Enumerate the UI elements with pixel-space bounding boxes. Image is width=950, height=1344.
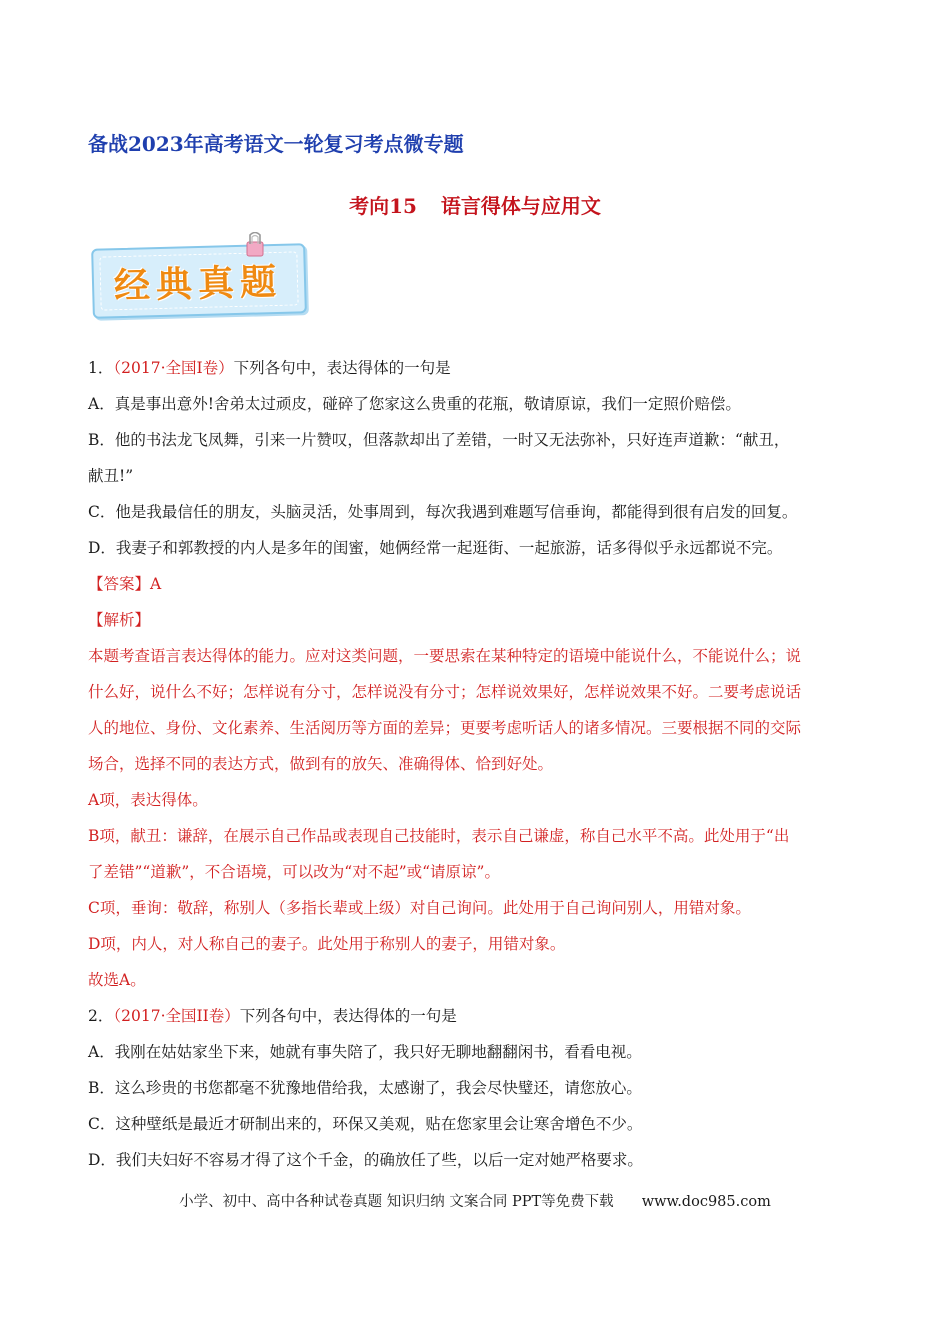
q2-number: 2．	[88, 1007, 114, 1025]
q1-option-d: D．我妻子和郭教授的内人是多年的闺蜜，她俩经常一起逛街、一起旅游，话多得似乎永远都说不完。	[88, 539, 783, 557]
topic-name: 语言得体与应用文	[440, 194, 601, 218]
answer-value: A	[150, 575, 162, 593]
q2-stem: 下列各句中，表达得体的一句是	[239, 1007, 457, 1025]
page-footer	[0, 1190, 950, 1211]
q1-option-a: A．真是事出意外!舍弟太过顽皮，碰碎了您家这么贵重的花瓶，敬请原谅，我们一定照价赔偿。	[88, 395, 741, 413]
q1-number: 1．	[88, 359, 114, 377]
analysis-label: 【解析】	[88, 611, 151, 629]
document-body	[88, 350, 860, 1178]
q2-option-b: B．这么珍贵的书您都毫不犹豫地借给我，太感谢了，我会尽快璧还，请您放心。	[88, 1079, 642, 1097]
analysis-line-1: 本题考查语言表达得体的能力。应对这类问题，一要思索在某种特定的语境中能说什么，不能说什么；说	[88, 647, 802, 665]
analysis-item-d: D项，内人，对人称自己的妻子。此处用于称别人的妻子，用错对象。	[88, 935, 566, 953]
footer-url[interactable]: www.doc985.com	[641, 1194, 771, 1210]
q1-answer	[88, 566, 860, 602]
q2-option-c: C．这种壁纸是最近才研制出来的，环保又美观，贴在您家里会让寒舍增色不少。	[88, 1115, 643, 1133]
q2-option-a: A．我刚在姑姑家坐下来，她就有事失陪了，我只好无聊地翻翻闲书，看看电视。	[88, 1043, 642, 1061]
topic-number: 考向15	[349, 194, 417, 218]
section-badge	[92, 238, 308, 318]
q1-option-b-line1: B．他的书法龙飞凤舞，引来一片赞叹，但落款却出了差错，一时又无法弥补，只好连声道歉：“献丑，	[88, 431, 790, 449]
series-title: 备战2023年高考语文一轮复习考点微专题	[88, 132, 464, 156]
q1-stem: 下列各句中，表达得体的一句是	[233, 359, 451, 377]
analysis-line-4: 场合，选择不同的表达方式，做到有的放矢、准确得体、恰到好处。	[88, 755, 554, 773]
badge-label: 经典真题	[113, 261, 283, 308]
analysis-item-c: C项，垂询：敬辞，称别人（多指长辈或上级）对自己询问。此处用于自己询问别人，用错对象。	[88, 899, 751, 917]
q2-stem-line	[88, 998, 860, 1034]
analysis-conclusion: 故选A。	[88, 971, 146, 989]
q2-source: （2017·全国II卷）	[113, 1007, 240, 1025]
q2-option-d: D．我们夫妇好不容易才得了这个千金，的确放任了些，以后一定对她严格要求。	[88, 1151, 643, 1169]
q1-option-b-line2: 献丑!”	[88, 467, 134, 485]
q1-source: （2017·全国I卷）	[113, 359, 234, 377]
answer-label: 【答案】	[88, 575, 151, 593]
analysis-item-b-line2: 了差错”“道歉”，不合语境，可以改为“对不起”或“请原谅”。	[88, 863, 500, 881]
analysis-line-3: 人的地位、身份、文化素养、生活阅历等方面的差异；更要考虑听话人的诸多情况。三要根据不同的交际	[88, 719, 802, 737]
q1-option-c: C．他是我最信任的朋友，头脑灵活，处事周到，每次我遇到难题写信垂询，都能得到很有启发的回复。	[88, 503, 798, 521]
analysis-item-b-line1: B项，献丑：谦辞，在展示自己作品或表现自己技能时，表示自己谦虚，称自己水平不高。此处用于“出	[88, 827, 790, 845]
q1-stem-line	[88, 350, 860, 386]
analysis-line-2: 什么好，说什么不好；怎样说有分寸，怎样说没有分寸；怎样说效果好，怎样说效果不好。二要考虑说话	[88, 683, 802, 701]
topic-title	[0, 190, 950, 219]
footer-text: 小学、初中、高中各种试卷真题 知识归纳 文案合同 PPT等免费下载	[179, 1194, 614, 1210]
analysis-item-a: A项，表达得体。	[88, 791, 208, 809]
